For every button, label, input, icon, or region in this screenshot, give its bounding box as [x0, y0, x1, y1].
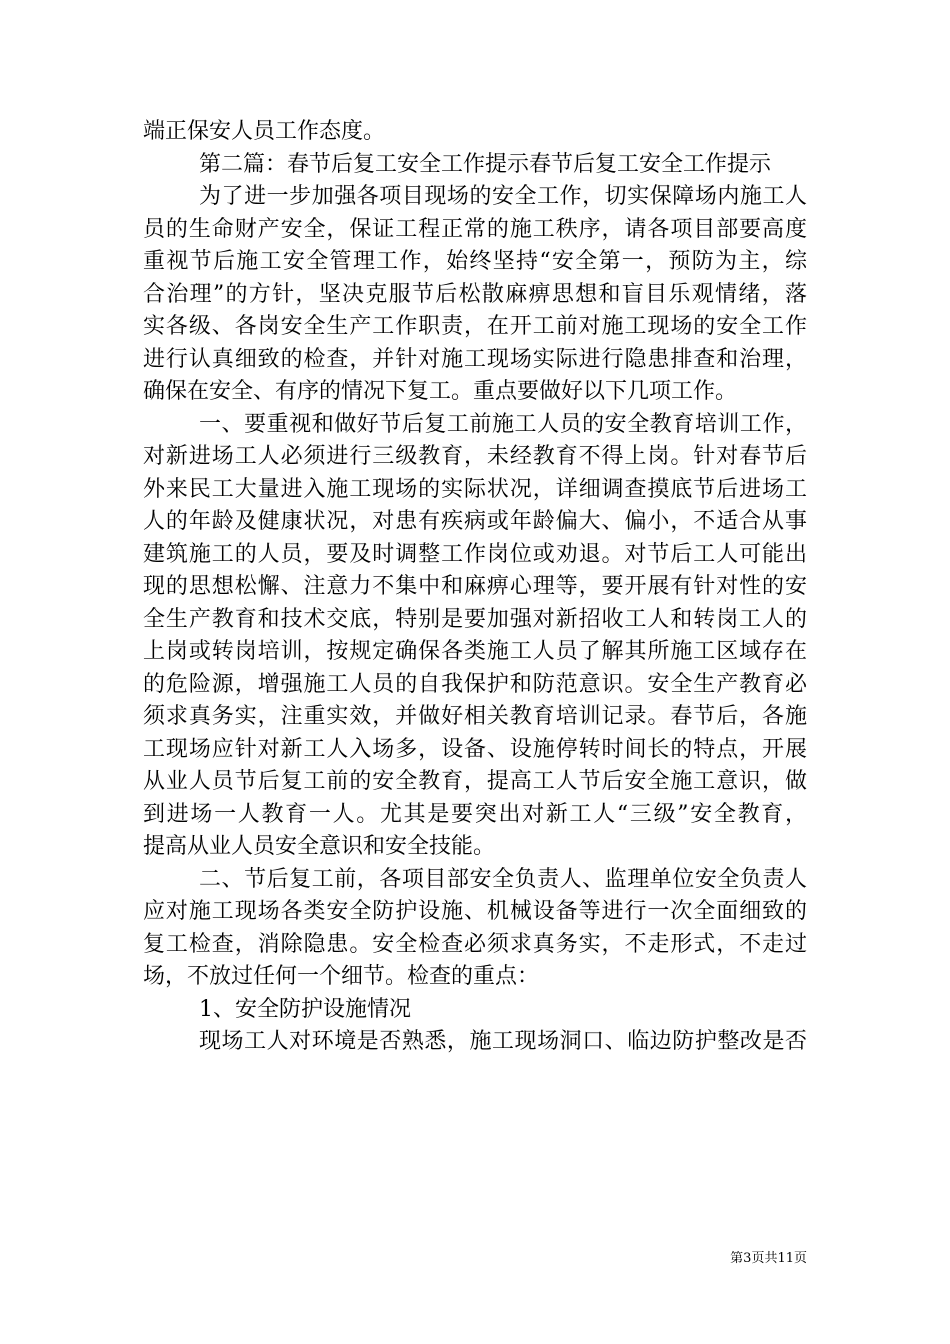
text-line: 到进场一人教育一人。尤其是要突出对新工人“三级”安全教育， — [143, 801, 807, 827]
text-line: 应对施工现场各类安全防护设施、机械设备等进行一次全面细致的 — [143, 899, 807, 924]
text-line: 的危险源，增强施工人员的自我保护和防范意识。安全生产教育必 — [143, 671, 807, 697]
text-line: 工现场应针对新工人入场多，设备、设施停转时间长的特点，开展 — [143, 736, 807, 762]
text-line: 外来民工大量进入施工现场的实际状况，详细调查摸底节后进场工 — [143, 476, 807, 502]
text-line: 一、要重视和做好节后复工前施工人员的安全教育培训工作， — [199, 411, 807, 437]
text-line: 确保在安全、有序的情况下复工。重点要做好以下几项工作。 — [143, 379, 738, 404]
text-line: 员的生命财产安全，保证工程正常的施工秩序，请各项目部要高度 — [143, 216, 807, 242]
text-line: 重视节后施工安全管理工作，始终坚持“安全第一，预防为主，综 — [143, 249, 807, 274]
text-line: 全生产教育和技术交底，特别是要加强对新招收工人和转岗工人的 — [143, 606, 807, 632]
text-line: 复工检查，消除隐患。安全检查必须求真务实，不走形式，不走过 — [143, 931, 807, 957]
text-line: 现场工人对环境是否熟悉，施工现场洞口、临边防护整改是否 — [199, 1029, 807, 1054]
text-line: 上岗或转岗培训，按规定确保各类施工人员了解其所施工区域存在 — [143, 639, 807, 664]
text-line: 须求真务实，注重实效，并做好相关教育培训记录。春节后，各施 — [143, 704, 807, 729]
text-line: 二、节后复工前，各项目部安全负责人、监理单位安全负责人 — [199, 866, 807, 892]
text-line: 提高从业人员安全意识和安全技能。 — [143, 834, 496, 859]
text-line: 端正保安人员工作态度。 — [143, 119, 386, 144]
text-line: 场，不放过任何一个细节。检查的重点： — [143, 964, 540, 989]
text-line: 建筑施工的人员，要及时调整工作岗位或劝退。对节后工人可能出 — [143, 541, 807, 567]
section-heading: 第二篇：春节后复工安全工作提示春节后复工安全工作提示 — [199, 151, 772, 177]
page-number: 第3页共11页 — [730, 1251, 807, 1266]
text-line: 进行认真细致的检查，并针对施工现场实际进行隐患排查和治理， — [143, 346, 807, 372]
text-line: 人的年龄及健康状况，对患有疾病或年龄偏大、偏小，不适合从事 — [143, 509, 807, 534]
text-line: 从业人员节后复工前的安全教育，提高工人节后安全施工意识，做 — [143, 769, 807, 794]
text-line: 对新进场工人必须进行三级教育，未经教育不得上岗。针对春节后 — [143, 444, 807, 469]
document-body — [143, 116, 807, 1059]
text-line: 实各级、各岗安全生产工作职责，在开工前对施工现场的安全工作 — [143, 314, 807, 339]
text-line: 合治理”的方针，坚决克服节后松散麻痹思想和盲目乐观情绪，落 — [143, 281, 807, 307]
subsection-heading: 1、安全防护设施情况 — [199, 996, 411, 1022]
text-line: 现的思想松懈、注意力不集中和麻痹心理等，要开展有针对性的安 — [143, 574, 807, 599]
text-line: 为了进一步加强各项目现场的安全工作，切实保障场内施工人 — [199, 184, 807, 209]
